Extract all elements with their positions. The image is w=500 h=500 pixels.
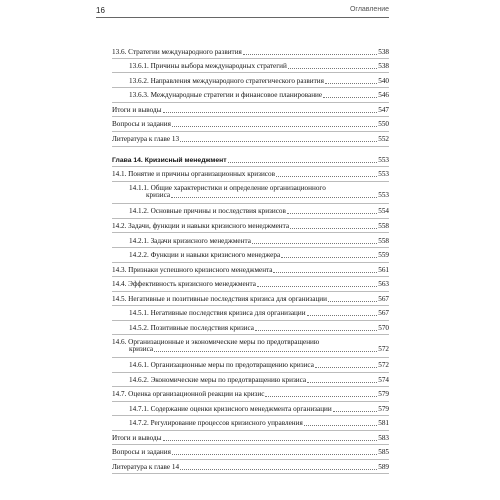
dot-leader — [257, 286, 377, 287]
entry-title: Глава 14. Кризисный менеджмент — [112, 157, 227, 164]
page-ref: 546 — [378, 91, 389, 99]
dot-leader — [323, 97, 377, 98]
toc-entry[interactable] — [112, 296, 389, 303]
page-ref: 552 — [378, 135, 389, 143]
row-divider — [112, 72, 389, 73]
toc-entry[interactable] — [129, 310, 389, 317]
row-divider — [112, 401, 389, 402]
dot-leader — [228, 162, 378, 163]
dot-leader — [288, 68, 377, 69]
dot-leader — [304, 425, 377, 426]
entry-title: 14.5. Негативные и позитивные последствия кризиса для организации — [112, 295, 328, 303]
dot-leader — [328, 301, 377, 302]
entry-title: Итоги и выводы — [112, 106, 162, 114]
dot-leader — [315, 367, 377, 368]
entry-title: 14.1.1. Общие характеристики и определение организационного — [129, 184, 326, 192]
toc-entry[interactable] — [129, 208, 389, 215]
dot-leader — [281, 257, 377, 258]
entry-title: Литература к главе 14 — [112, 463, 180, 471]
toc-entry[interactable] — [129, 325, 389, 332]
page-ref: 574 — [378, 376, 389, 384]
toc-entry[interactable] — [112, 121, 389, 128]
dot-leader — [180, 141, 377, 142]
entry-title: 13.6.1. Причины выбора международных стратегий — [129, 62, 287, 70]
toc-entry[interactable] — [112, 107, 389, 114]
dot-leader — [252, 243, 377, 244]
row-divider — [112, 415, 389, 416]
toc-entry[interactable] — [129, 92, 389, 99]
toc-entry[interactable] — [129, 78, 389, 85]
dot-leader — [163, 112, 378, 113]
dot-leader — [307, 382, 377, 383]
row-divider — [112, 232, 389, 233]
page-ref: 585 — [378, 448, 389, 456]
toc-entry[interactable] — [112, 49, 389, 56]
entry-title: 14.7.1. Содержание оценки кризисного менеджмента организации — [129, 405, 332, 413]
entry-title: 14.1. Понятие и причины организационных кризисов — [112, 170, 275, 178]
row-divider — [112, 58, 389, 59]
dot-leader — [171, 197, 377, 198]
dot-leader — [287, 213, 377, 214]
page-ref: 567 — [378, 295, 389, 303]
toc-entry[interactable] — [112, 223, 389, 230]
entry-title: кризиса — [129, 345, 154, 353]
toc-entry[interactable] — [112, 171, 389, 178]
entry-title: 14.7.2. Регулирование процессов кризисного управления — [129, 419, 303, 427]
toc-entry[interactable] — [129, 252, 389, 259]
toc-entry[interactable] — [112, 339, 389, 353]
row-divider — [112, 116, 389, 117]
page-ref: 553 — [378, 156, 389, 164]
row-divider — [112, 372, 389, 373]
row-divider — [112, 218, 389, 219]
toc-entry[interactable] — [112, 449, 389, 456]
page-ref: 567 — [378, 309, 389, 317]
row-divider — [112, 146, 389, 147]
toc-entry[interactable] — [129, 238, 389, 245]
toc-entry[interactable] — [112, 281, 389, 288]
toc-entry[interactable] — [112, 267, 389, 274]
toc-entry[interactable] — [129, 406, 389, 413]
page-ref: 553 — [378, 191, 389, 199]
page-ref: 572 — [378, 345, 389, 353]
dot-leader — [255, 330, 377, 331]
row-divider — [112, 166, 389, 167]
dot-leader — [333, 411, 377, 412]
toc-entry[interactable] — [112, 391, 389, 398]
row-divider — [112, 203, 389, 204]
page-ref: 579 — [378, 390, 389, 398]
toc-entry[interactable] — [129, 362, 389, 369]
row-divider — [112, 291, 389, 292]
row-divider — [112, 430, 389, 431]
entry-title: 14.6. Организационные и экономические меры по предотвращению — [112, 338, 320, 346]
page-ref: 570 — [378, 324, 389, 332]
entry-title: 14.4. Эффективность кризисного менеджмента — [112, 280, 256, 288]
entry-title: Литература к главе 13 — [112, 135, 180, 143]
dot-leader — [290, 228, 377, 229]
row-divider — [112, 305, 389, 306]
toc-entry[interactable] — [112, 464, 389, 471]
row-divider — [112, 320, 389, 321]
row-divider — [112, 102, 389, 103]
toc-entry[interactable] — [129, 63, 389, 70]
toc-chapter-entry[interactable] — [112, 157, 389, 164]
row-divider — [112, 87, 389, 88]
row-divider — [112, 276, 389, 277]
dot-leader — [163, 440, 378, 441]
page-ref: 554 — [378, 207, 389, 215]
entry-title: 14.2.1. Задачи кризисного менеджмента — [129, 237, 251, 245]
page-ref: 559 — [378, 251, 389, 259]
dot-leader — [273, 272, 377, 273]
page-ref: 538 — [378, 48, 389, 56]
row-divider — [112, 131, 389, 132]
dot-leader — [180, 469, 377, 470]
entry-title: 14.2. Задачи, функции и навыки кризисного менеджмента — [112, 222, 290, 230]
table-of-contents — [112, 0, 389, 500]
row-divider — [112, 473, 389, 474]
dot-leader — [154, 351, 377, 352]
page-ref: 583 — [378, 434, 389, 442]
dot-leader — [172, 454, 377, 455]
page-ref: 558 — [378, 222, 389, 230]
entry-title: Вопросы и задания — [112, 448, 171, 456]
page-number: 16 — [96, 6, 105, 15]
row-divider — [112, 357, 389, 358]
page-ref: 558 — [378, 237, 389, 245]
toc-entry[interactable] — [112, 435, 389, 442]
entry-title: 14.7. Оценка организационной реакции на кризис — [112, 390, 265, 398]
entry-title: кризиса — [146, 191, 171, 199]
row-divider — [112, 181, 389, 182]
entry-title: 14.5.2. Позитивные последствия кризиса — [129, 324, 254, 332]
entry-title: 13.6. Стратегии международного развития — [112, 48, 242, 56]
entry-title: 14.5.1. Негативные последствия кризиса для организации — [129, 309, 306, 317]
running-title: Оглавление — [349, 6, 389, 13]
row-divider — [112, 247, 389, 248]
toc-entry[interactable] — [112, 136, 389, 143]
dot-leader — [307, 315, 378, 316]
entry-title: 14.1.2. Основные причины и последствия кризисов — [129, 207, 286, 215]
page-ref: 589 — [378, 463, 389, 471]
dot-leader — [172, 126, 377, 127]
row-divider — [112, 262, 389, 263]
entry-title: 13.6.3. Международные стратегии и финансовое планирование — [129, 91, 323, 99]
page-ref: 581 — [378, 419, 389, 427]
row-divider — [112, 334, 389, 335]
page-ref: 553 — [378, 170, 389, 178]
page-ref: 579 — [378, 405, 389, 413]
row-divider — [112, 444, 389, 445]
toc-entry[interactable] — [129, 377, 389, 384]
entry-title: 14.3. Признаки успешного кризисного менеджмента — [112, 266, 273, 274]
entry-title: Итоги и выводы — [112, 434, 162, 442]
row-divider — [112, 386, 389, 387]
dot-leader — [265, 396, 377, 397]
page-ref: 561 — [378, 266, 389, 274]
dot-leader — [276, 176, 377, 177]
page-ref: 540 — [378, 77, 389, 85]
entry-title: 14.6.1. Организационные меры по предотвращению кризиса — [129, 361, 314, 369]
dot-leader — [325, 83, 377, 84]
entry-title: 14.6.2. Экономические меры по предотвращению кризиса — [129, 376, 307, 384]
dot-leader — [243, 54, 377, 55]
entry-title: 14.2.2. Функции и навыки кризисного менеджера — [129, 251, 281, 259]
page-ref: 547 — [378, 106, 389, 114]
row-divider — [112, 459, 389, 460]
page-ref: 563 — [378, 280, 389, 288]
entry-title: Вопросы и задания — [112, 120, 171, 128]
toc-entry[interactable] — [129, 420, 389, 427]
page-ref: 550 — [378, 120, 389, 128]
toc-entry[interactable] — [129, 185, 389, 199]
entry-title: 13.6.2. Направления международного стратегического развития — [129, 77, 324, 85]
page-ref: 572 — [378, 361, 389, 369]
page-ref: 538 — [378, 62, 389, 70]
